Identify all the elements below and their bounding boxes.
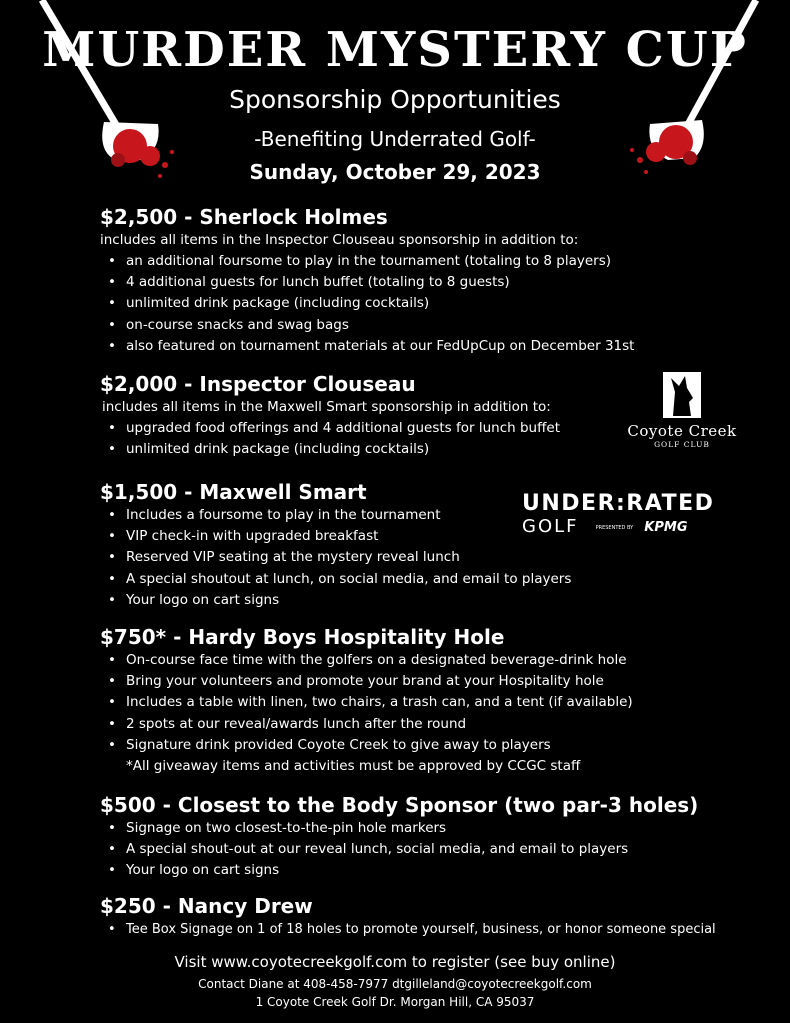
list-item: • Your logo on cart signs: [100, 860, 740, 881]
list-item: • on-course snacks and swag bags: [100, 315, 740, 336]
list-item: • Signage on two closest-to-the-pin hole markers: [100, 818, 740, 839]
golf-wordmark: GOLF: [522, 516, 579, 537]
kpmg-logo: KPMG: [644, 520, 688, 535]
underrated-wordmark: UNDER:RATED: [522, 491, 715, 516]
tier-heading: $500 - Closest to the Body Sponsor (two par-3 holes): [100, 793, 699, 817]
tier-items: [100, 650, 740, 756]
address-line: 1 Coyote Creek Golf Dr. Morgan Hill, CA 95037: [255, 995, 535, 1009]
list-item: • unlimited drink package (including cocktails): [100, 293, 740, 314]
tier-heading: $250 - Nancy Drew: [100, 894, 313, 918]
tier-intro: includes all items in the Maxwell Smart sponsorship in addition to:: [102, 399, 551, 415]
tier-items: [100, 818, 740, 882]
list-item: • Tee Box Signage on 1 of 18 holes to promote yourself, business, or honor someone special: [100, 919, 780, 940]
tier-sherlock-holmes: [100, 204, 740, 357]
tier-note: *All giveaway items and activities must be approved by CCGC staff: [126, 758, 581, 775]
list-item: • A special shout-out at our reveal lunch, social media, and email to players: [100, 839, 740, 860]
underrated-golf-logo: [522, 492, 722, 538]
event-subtitle: Sponsorship Opportunities: [229, 85, 561, 114]
list-item: • A special shoutout at lunch, on social media, and email to players: [100, 569, 740, 590]
coyote-creek-logo: [622, 372, 742, 449]
tier-hardy-boys: [100, 624, 740, 777]
list-item: • VIP check-in with upgraded breakfast: [100, 526, 740, 547]
event-title: MURDER MYSTERY CUP: [42, 22, 748, 78]
list-item: • Your logo on cart signs: [100, 590, 740, 611]
register-line: Visit www.coyotecreekgolf.com to register (see buy online): [174, 953, 616, 971]
list-item: • upgraded food offerings and 4 additional guests for lunch buffet: [100, 418, 600, 439]
tier-heading: $2,500 - Sherlock Holmes: [100, 205, 388, 229]
tier-items: [100, 919, 780, 940]
list-item: • 4 additional guests for lunch buffet (totaling to 8 guests): [100, 272, 740, 293]
tier-inspector-clouseau: [100, 371, 600, 460]
list-item: • Includes a foursome to play in the tournament: [100, 505, 740, 526]
tier-items: [100, 251, 740, 357]
list-item: • Includes a table with linen, two chairs, a trash can, and a tent (if available): [100, 692, 740, 713]
list-item: • also featured on tournament materials at our FedUpCup on December 31st: [100, 336, 740, 357]
benefit-line: -Benefiting Underrated Golf-: [254, 127, 536, 151]
list-item: • 2 spots at our reveal/awards lunch after the round: [100, 714, 740, 735]
tier-intro: includes all items in the Inspector Clouseau sponsorship in addition to:: [100, 232, 579, 248]
list-item: • Reserved VIP seating at the mystery reveal lunch: [100, 547, 740, 568]
tier-heading: $1,500 - Maxwell Smart: [100, 480, 367, 504]
list-item: • unlimited drink package (including cocktails): [100, 439, 600, 460]
list-item: • Bring your volunteers and promote your brand at your Hospitality hole: [100, 671, 740, 692]
list-item: • On-course face time with the golfers on a designated beverage-drink hole: [100, 650, 740, 671]
contact-line: Contact Diane at 408-458-7977 dtgilleland@coyotecreekgolf.com: [198, 977, 592, 991]
coyote-creek-name: Coyote Creek: [627, 422, 737, 440]
tier-heading: $750* - Hardy Boys Hospitality Hole: [100, 625, 505, 649]
tier-closest-to-body: [100, 792, 740, 882]
presented-by-label: PRESENTED BY: [595, 524, 634, 531]
tier-items: [100, 418, 600, 460]
tier-nancy-drew: [100, 893, 780, 940]
list-item: • Signature drink provided Coyote Creek to give away to players: [100, 735, 740, 756]
tier-heading: $2,000 - Inspector Clouseau: [100, 372, 416, 396]
event-date: Sunday, October 29, 2023: [249, 160, 541, 184]
coyote-creek-sub: GOLF CLUB: [654, 440, 710, 449]
list-item: • an additional foursome to play in the tournament (totaling to 8 players): [100, 251, 740, 272]
coyote-icon: [663, 372, 701, 418]
